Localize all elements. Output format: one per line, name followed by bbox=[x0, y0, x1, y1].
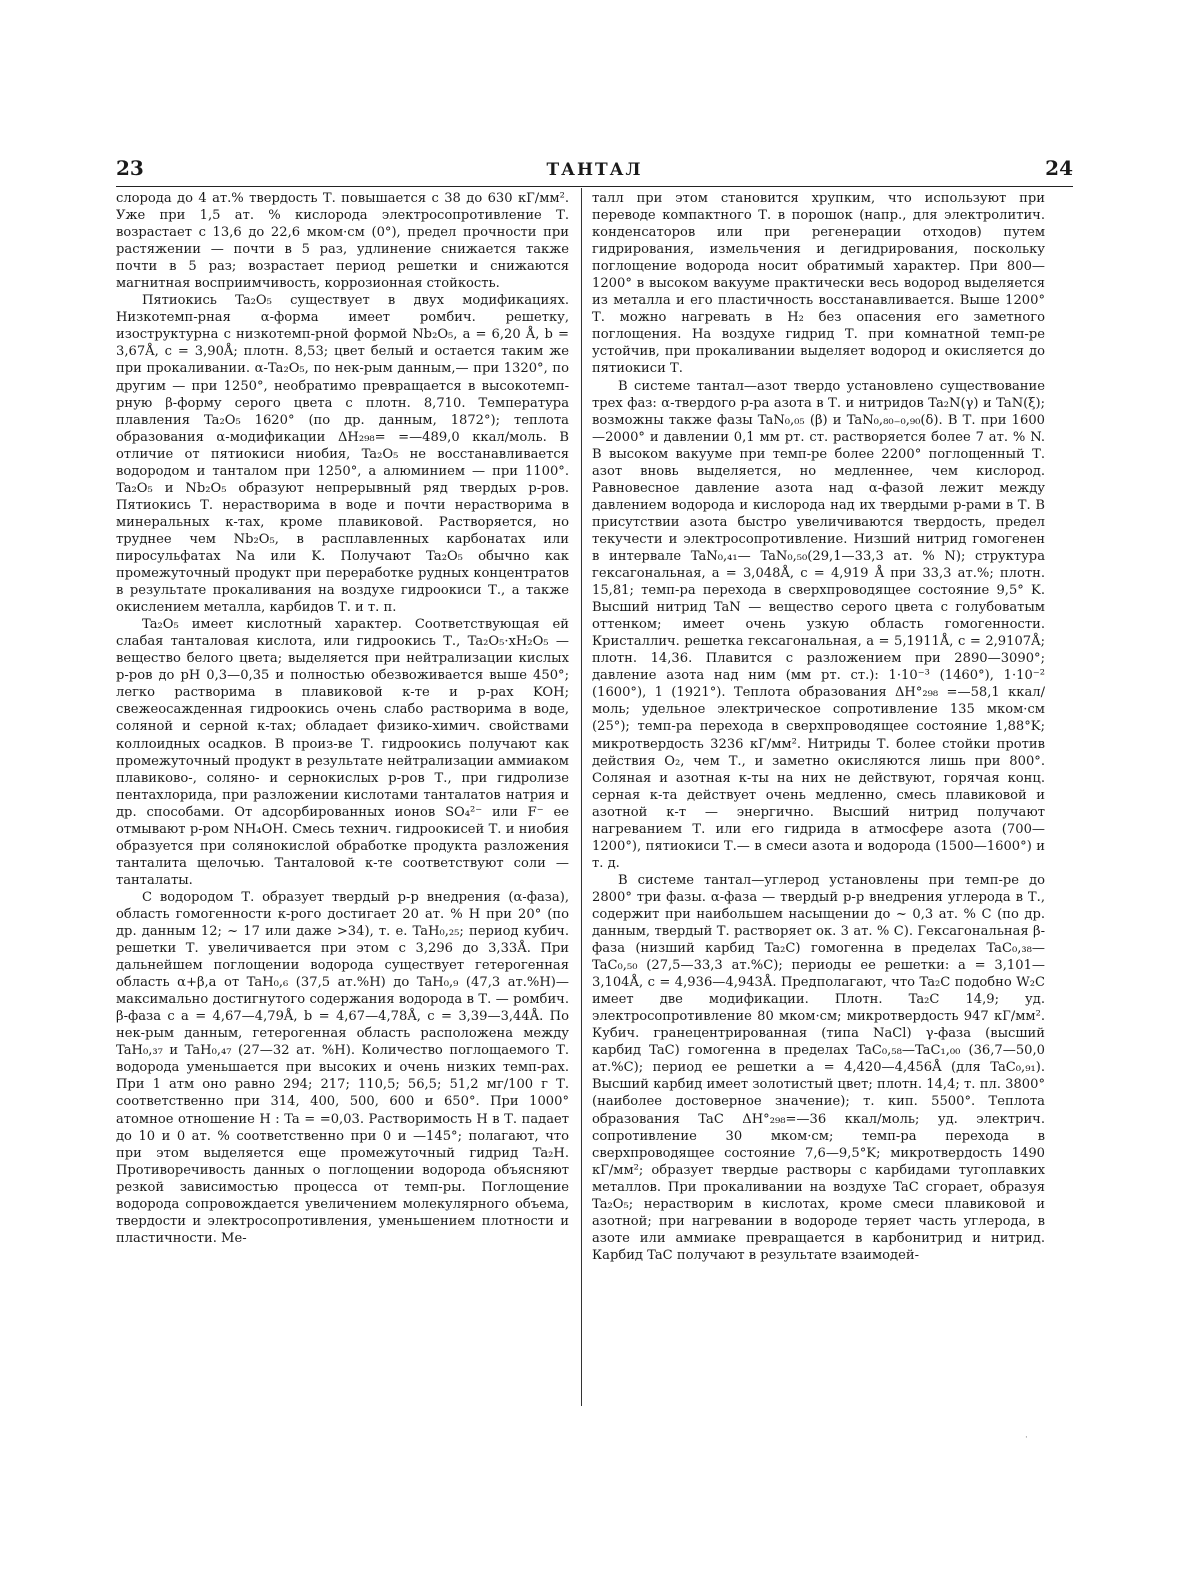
page-title: ТАНТАЛ bbox=[546, 160, 643, 180]
paragraph-pentoxide: Пятиокись Ta₂O₅ существует в двух модификациях. Низкотемп-рная α-форма имеет ромбич. решетку, изоструктурна с низкотемп-рной формой Nb₂O₅, a = 6,20 Å, b = 3,67Å, c = 3,90Å; плотн. 8,53; цвет белый и остается таким же при прокаливании. α-Ta₂O₅, по нек-рым данным,— при 1320°, по другим — при 1250°, необратимо превращается в высокотемп-рную β-форму серого цвета с плотн. 8,710. Температура плавления Ta₂O₅ 1620° (по др. данным, 1872°); теплота образования α-модификации ΔH₂₉₈= =—489,0 ккал/моль. В отличие от пятиокиси ниобия, Ta₂O₅ не восстанавливается водородом и танталом при 1250°, а алюминием — при 1100°. Ta₂O₅ и Nb₂O₅ образуют непрерывный ряд твердых р-ров. Пятиокись Т. нерастворима в воде и почти нерастворима в минеральных к-тах, кроме плавиковой. Растворяется, но труднее чем Nb₂O₅, в расплавленных карбонатах или пиросульфатах Na или K. Получают Ta₂O₅ обычно как промежуточный продукт при переработке рудных концентратов в результате прокаливания на воздухе гидроокиси Т., а также окислением металла, карбидов Т. и т. п. bbox=[116, 293, 569, 616]
paragraph-hydrogen-continued: талл при этом становится хрупким, что используют при переводе компактного Т. в порошок (напр., для электролитич. конденсаторов или при регенерации отходов) путем гидрирования, измельчения и дегидрирования, поскольку поглощение водорода носит обратимый характер. При 800—1200° в высоком вакууме практически весь водород выделяется из металла и его пластичность восстанавливается. Выше 1200° Т. можно нагревать в H₂ без опасения его заметного поглощения. На воздухе гидрид Т. при комнатной темп-ре устойчив, при прокаливании выделяет водород и окисляется до пятиокиси Т. bbox=[592, 191, 1045, 377]
page-number-right: 24 bbox=[1045, 156, 1073, 180]
page-header bbox=[116, 156, 1073, 186]
header-rule bbox=[116, 186, 1073, 187]
scan-mark: · bbox=[1025, 1433, 1028, 1443]
paragraph-carbon: В системе тантал—углерод установлены при темп-ре до 2800° три фазы. α-фаза — твердый р-р внедрения углерода в Т., содержит при наибольшем насыщении до ~ 0,3 ат. % C (по др. данным, твердый Т. растворяет ок. 3 ат. % C). Гексагональная β-фаза (низший карбид Ta₂C) гомогенна в пределах TaC₀,₃₈—TaC₀,₅₀ (27,5—33,3 ат.%C); периоды ее решетки: a = 3,101—3,104Å, c = 4,936—4,943Å. Предполагают, что Ta₂C подобно W₂C имеет две модификации. Плотн. Ta₂C 14,9; уд. электросопротивление 80 мком·см; микротвердость 947 кГ/мм². Кубич. гранецентрированная (типа NaCl) γ-фаза (высший карбид TaC) гомогенна в пределах TaC₀,₅₈—TaC₁,₀₀ (36,7—50,0 ат.%C); период ее решетки a = 4,420—4,456Å (для TaC₀,₉₁). Высший карбид имеет золотистый цвет; плотн. 14,4; т. пл. 3800° (наиболее достоверное значение); т. кип. 5500°. Теплота образования TaC ΔH°₂₉₈=—36 ккал/моль; уд. электрич. сопротивление 30 мком·см; темп-ра перехода в сверхпроводящее состояние 7,6—9,5°K; микротвердость 1490 кГ/мм²; образует твердые растворы с карбидами тугоплавких металлов. При прокаливании на воздухе TaC сгорает, образуя Ta₂O₅; нерастворим в кислотах, кроме смеси плавиковой и азотной; при нагревании в водороде теряет часть углерода, в азоте или аммиаке превращается в карбонитрид и нитрид. Карбид TaC получают в результате взаимодей- bbox=[592, 872, 1045, 1263]
left-column bbox=[116, 190, 569, 1420]
right-column bbox=[592, 190, 1045, 1420]
paragraph-oxygen-continued: слорода до 4 ат.% твердость Т. повышается с 38 до 630 кГ/мм². Уже при 1,5 ат. % кислорода электросопротивление Т. возрастает с 13,6 до 22,6 мком·см (0°), предел прочности при растяжении — почти в 5 раз, удлинение снижается также почти в 5 раз; возрастает период решетки и снижаются магнитная восприимчивость, коррозионная стойкость. bbox=[116, 191, 569, 292]
paragraph-hydrogen: С водородом Т. образует твердый р-р внедрения (α-фаза), область гомогенности к-рого достигает 20 ат. % H при 20° (по др. данным 12; ~ 17 или даже >34), т. е. TaH₀,₂₅; период кубич. решетки Т. увеличивается при этом с 3,296 до 3,33Å. При дальнейшем поглощении водорода существует гетерогенная область α+β,а от TaH₀,₆ (37,5 ат.%H) до TaH₀,₉ (47,3 ат.%H)— максимально достигнутого содержания водорода в Т. — ромбич. β-фаза с a = 4,67—4,79Å, b = 4,67—4,78Å, c = 3,39—3,44Å. По нек-рым данным, гетерогенная область расположена между TaH₀,₃₇ и TaH₀,₄₇ (27—32 ат. %H). Количество поглощаемого Т. водорода уменьшается при высоких и очень низких темп-рах. При 1 атм оно равно 294; 217; 110,5; 56,5; 51,2 мг/100 г Т. соответственно при 314, 400, 500, 600 и 650°. При 1000° атомное отношение H : Ta = =0,03. Растворимость H в Т. падает до 10 и 0 ат. % соответственно при 0 и —145°; полагают, что при этом выделяется еще промежуточный гидрид Ta₂H. Противоречивость данных о поглощении водорода объясняют резкой зависимостью процесса от темп-ры. Поглощение водорода сопровождается увеличением молекулярного объема, твердости и электросопротивления, уменьшением плотности и пластичности. Ме- bbox=[116, 889, 569, 1246]
column-divider bbox=[581, 188, 582, 1406]
page-number-left: 23 bbox=[116, 156, 144, 180]
paragraph-nitrogen: В системе тантал—азот твердо установлено существование трех фаз: α-твердого р-ра азота в Т. и нитридов Ta₂N(γ) и TaN(ξ); возможны также фазы TaN₀,₀₅ (β) и TaN₀,₈₀₋₀,₉₀(δ). В Т. при 1600—2000° и давлении 0,1 мм рт. ст. растворяется более 7 ат. % N. В высоком вакууме при темп-ре более 2200° поглощенный Т. азот вновь выделяется, но медленнее, чем кислород. Равновесное давление азота над α-фазой лежит между давлением водорода и кислорода над их твердыми р-рами в Т. В присутствии азота быстро увеличиваются твердость, предел текучести и электросопротивление. Низший нитрид гомогенен в интервале TaN₀,₄₁— TaN₀,₅₀(29,1—33,3 ат. % N); структура гексагональная, a = 3,048Å, c = 4,919 Å при 33,3 ат.%; плотн. 15,81; темп-ра перехода в сверхпроводящее состояние 9,5° K. Высший нитрид TaN — вещество серого цвета с голубоватым оттенком; имеет очень узкую область гомогенности. Кристаллич. решетка гексагональная, a = 5,1911Å, c = 2,9107Å; плотн. 14,36. Плавится с разложением при 2890—3090°; давление азота над ним (мм рт. ст.): 1·10⁻³ (1460°), 1·10⁻² (1600°), 1 (1921°). Теплота образования ΔH°₂₉₈ =—58,1 ккал/моль; удельное электрическое сопротивление 135 мком·см (25°); темп-ра перехода в сверхпроводящее состояние 1,88°K; микротвердость 3236 кГ/мм². Нитриды Т. более стойки против действия O₂, чем Т., и заметно окисляются лишь при 800°. Соляная и азотная к-ты на них не действуют, горячая конц. серная к-та действует очень медленно, смесь плавиковой и азотной к-т — энергично. Высший нитрид получают нагреванием Т. или его гидрида в атмосфере азота (700—1200°), пятиокиси Т.— в смеси азота и водорода (1500—1600°) и т. д. bbox=[592, 378, 1045, 871]
paragraph-tantalic-acid: Ta₂O₅ имеет кислотный характер. Соответствующая ей слабая танталовая кислота, или гидроокись Т., Ta₂O₅·xH₂O₅ — вещество белого цвета; выделяется при нейтрализации кислых р-ров до pH 0,3—0,35 и полностью обезвоживается выше 450°; легко растворима в плавиковой к-те и р-рах KOH; свежеосажденная гидроокись очень слабо растворима в воде, соляной и серной к-тах; обладает физико-химич. свойствами коллоидных осадков. В произ-ве Т. гидроокись получают как промежуточный продукт в результате нейтрализации аммиаком плавиково-, соляно- и сернокислых р-ров Т., при гидролизе пентахлорида, при разложении кислотами танталатов натрия и др. способами. От адсорбированных ионов SO₄²⁻ или F⁻ ее отмывают р-ром NH₄OH. Смесь технич. гидроокисей Т. и ниобия образуется при солянокислой обработке продукта разложения танталита щелочью. Танталовой к-те соответствуют соли — танталаты. bbox=[116, 617, 569, 888]
